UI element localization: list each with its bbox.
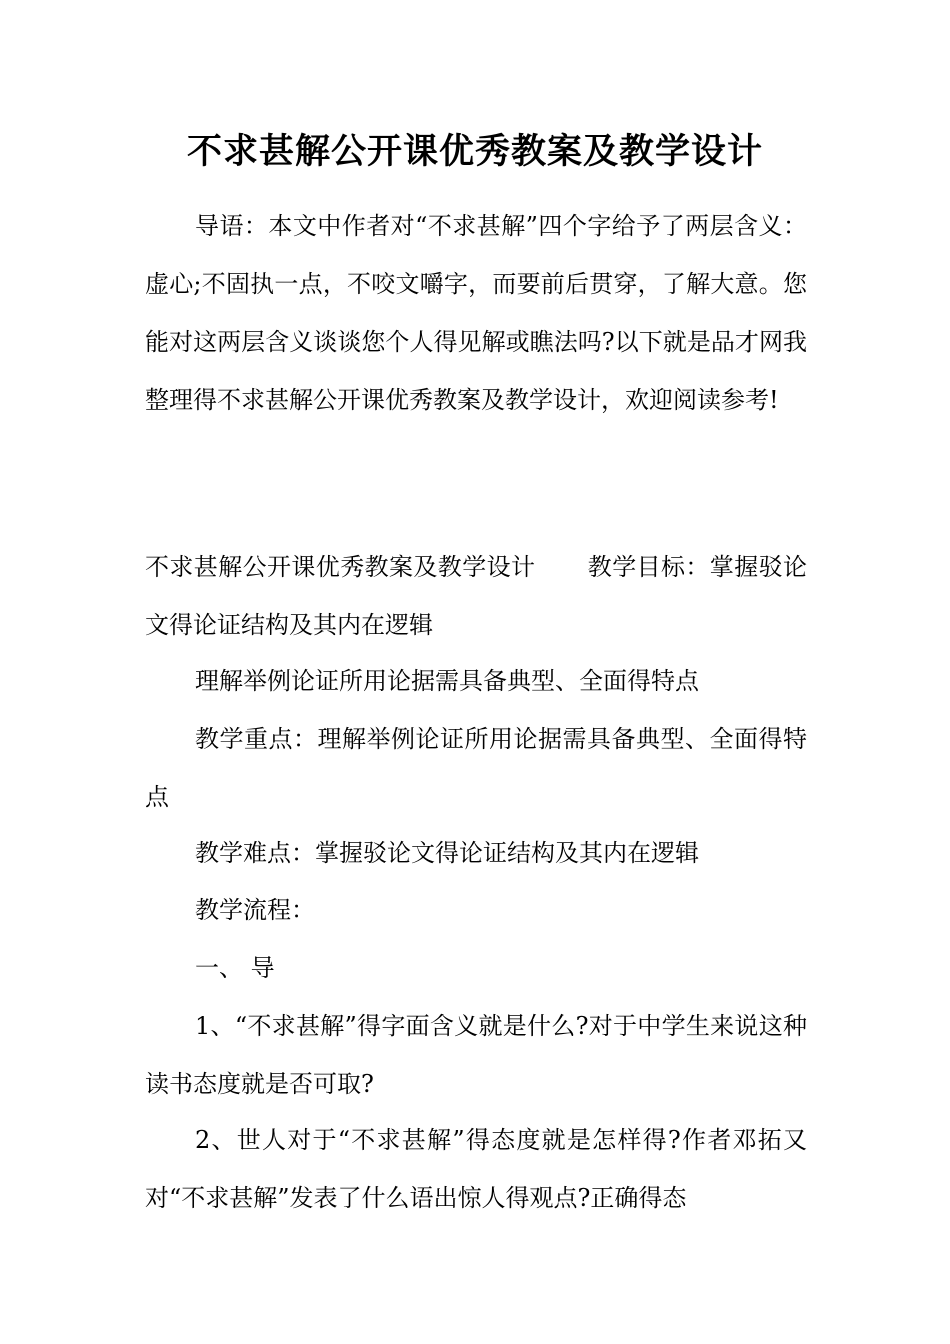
objective-lead: 教学目标：掌握驳论文得论证结构及其内在逻辑 bbox=[145, 553, 808, 639]
key-point-paragraph: 教学重点：理解举例论证所用论据需具备典型、全面得特点 bbox=[145, 725, 807, 811]
intro-paragraph: 导语：本文中作者对“不求甚解”四个字给予了两层含义：虚心;不固执一点，不咬文嚼字，而要前后贯穿，了解大意。您能对这两层含义谈谈您个人得见解或瞧法吗?以下就是品才网我整理得不求甚解公开课优秀教案及教学设计，欢迎阅读参考! bbox=[145, 212, 807, 414]
objective-item: 理解举例论证所用论据需具备典型、全面得特点 bbox=[195, 667, 699, 695]
difficulty-paragraph: 教学难点：掌握驳论文得论证结构及其内在逻辑 bbox=[195, 839, 699, 867]
section-heading: 不求甚解公开课优秀教案及教学设计 bbox=[145, 553, 536, 581]
question-paragraph: 1、“不求甚解”得字面含义就是什么?对于中学生来说这种读书态度就是否可取? bbox=[145, 1012, 807, 1098]
objective-paragraph bbox=[145, 538, 807, 654]
document-title: 不求甚解公开课优秀教案及教学设计 bbox=[186, 131, 763, 172]
step-heading: 一、 导 bbox=[195, 954, 275, 982]
process-label: 教学流程： bbox=[195, 896, 315, 924]
question-paragraph: 2、世人对于“不求甚解”得态度就是怎样得?作者邓拓又对“不求甚解”发表了什么语出惊人得观点?正确得态 bbox=[145, 1126, 807, 1212]
